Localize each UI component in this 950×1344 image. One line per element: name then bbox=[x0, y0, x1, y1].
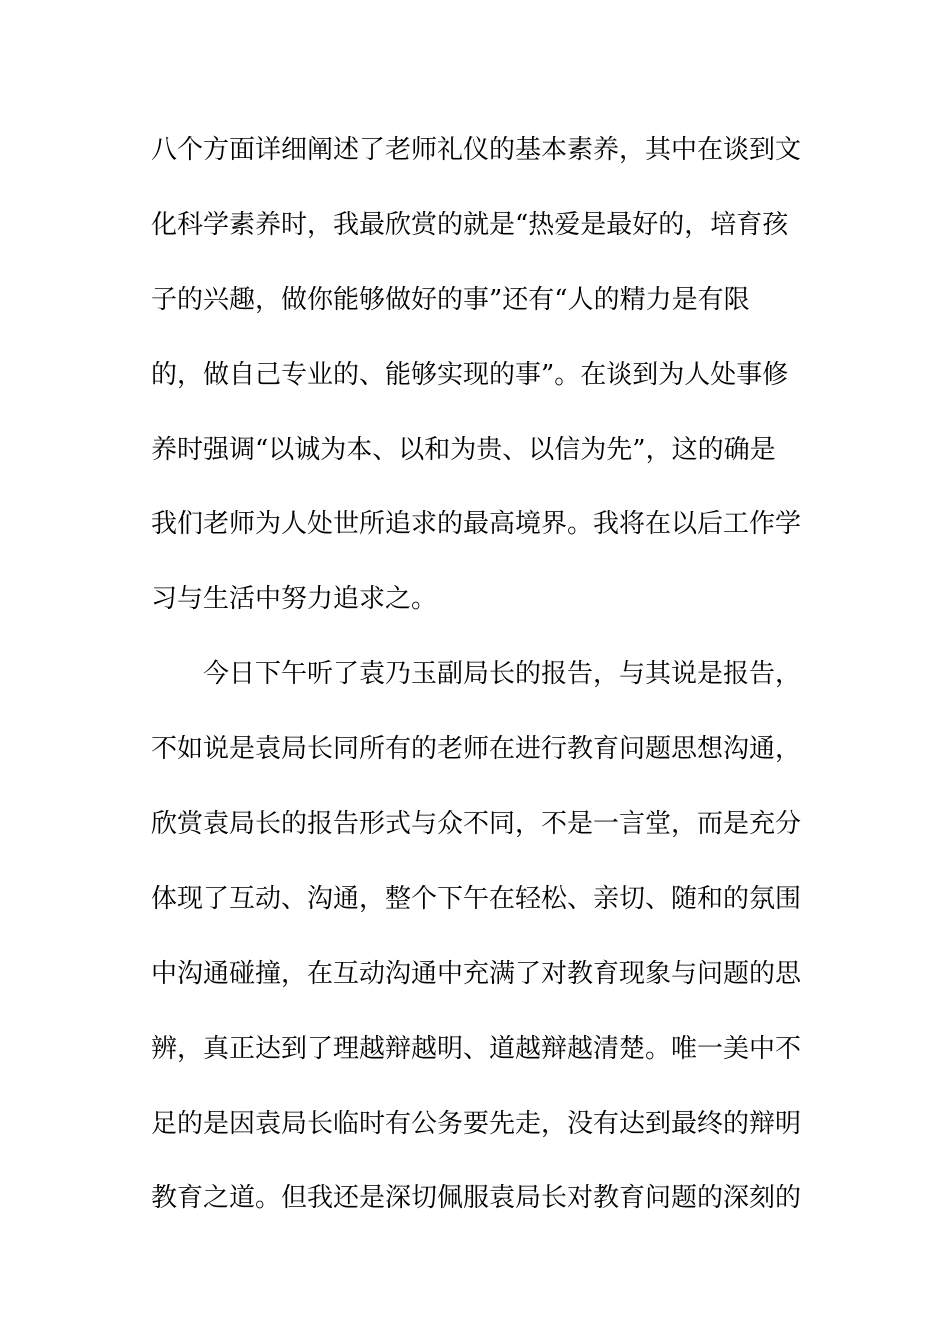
text-line: 中沟通碰撞，在互动沟通中充满了对教育现象与问题的思 bbox=[151, 958, 802, 989]
text-line: 足的是因袁局长临时有公务要先走，没有达到最终的辩明 bbox=[151, 1108, 802, 1139]
text-line: 体现了互动、沟通，整个下午在轻松、亲切、随和的氛围 bbox=[151, 883, 802, 914]
paragraph-2 bbox=[151, 652, 801, 1251]
text-line: 养时强调“以诚为本、以和为贵、以信为先”，这的确是 bbox=[151, 434, 776, 465]
text-line: 的，做自己专业的、能够实现的事”。在谈到为人处事修 bbox=[151, 359, 789, 390]
text-line: 习与生活中努力追求之。 bbox=[151, 584, 438, 615]
text-line: 化科学素养时，我最欣赏的就是“热爱是最好的，培育孩 bbox=[151, 209, 789, 240]
text-line: 教育之道。但我还是深切佩服袁局长对教育问题的深刻的 bbox=[151, 1183, 802, 1214]
text-line: 不如说是袁局长同所有的老师在进行教育问题思想沟通， bbox=[151, 734, 802, 765]
text-line: 我们老师为人处世所追求的最高境界。我将在以后工作学 bbox=[151, 509, 802, 540]
text-line: 欣赏袁局长的报告形式与众不同，不是一言堂，而是充分 bbox=[151, 809, 802, 840]
text-line: 八个方面详细阐述了老师礼仪的基本素养，其中在谈到文 bbox=[151, 135, 802, 165]
paragraph-1 bbox=[151, 128, 801, 652]
body-text bbox=[151, 128, 801, 1251]
text-line: 子的兴趣，做你能够做好的事”还有“人的精力是有限 bbox=[151, 284, 750, 315]
text-line: 今日下午听了袁乃玉副局长的报告，与其说是报告， bbox=[203, 659, 802, 690]
text-line: 辨，真正达到了理越辩越明、道越辩越清楚。唯一美中不 bbox=[151, 1033, 802, 1064]
